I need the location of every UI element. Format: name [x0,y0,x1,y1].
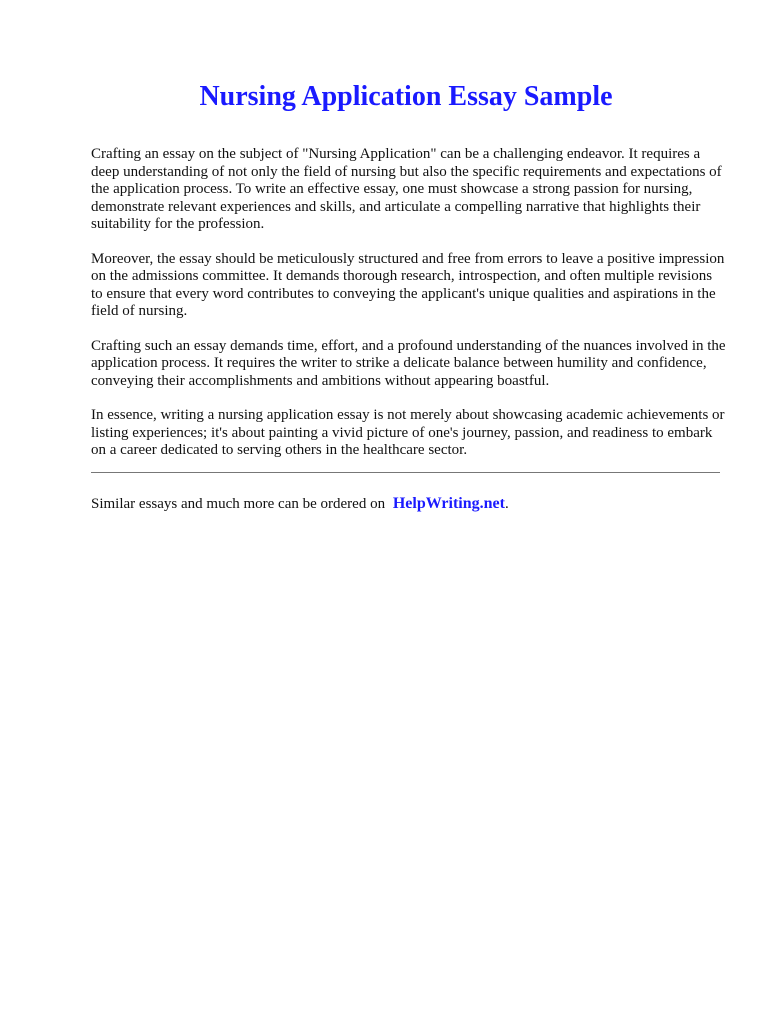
section-divider [91,472,720,473]
footer-note [91,494,509,514]
footer-period: . [504,496,509,512]
footer-text: Similar essays and much more can be ordered on [91,496,386,512]
essay-paragraph-4: In essence, writing a nursing application essay is not merely about showcasing academic achievements or listing experiences; it's about painting a vivid picture of one's journey, passion, and readiness to embark on a career dedicated to serving others in the healthcare sector. [91,406,725,459]
essay-body [91,146,727,476]
essay-paragraph-3: Crafting such an essay demands time, effort, and a profound understanding of the nuances involved in the application process. It requires the writer to strike a delicate balance between humility and confidence, conveying their accomplishments and ambitions without appearing boastful. [91,337,726,389]
helpwriting-link[interactable]: HelpWriting.net [392,495,505,512]
document-title: Nursing Application Essay Sample [199,81,613,112]
essay-paragraph-2: Moreover, the essay should be meticulously structured and free from errors to leave a positive impression on the admissions committee. It demands thorough research, introspection, and often multiple revisions to ensure that every word contributes to conveying the applicant's unique qualities and aspirations in the field of nursing. [91,250,725,320]
essay-paragraph-1: Crafting an essay on the subject of "Nursing Application" can be a challenging endeavor. It requires a deep understanding of not only the field of nursing but also the specific requirements and expectations of the application process. To write an effective essay, one must showcase a strong passion for nursing, demonstrate relevant experiences and skills, and articulate a compelling narrative that highlights their suitability for the profession. [91,146,722,233]
